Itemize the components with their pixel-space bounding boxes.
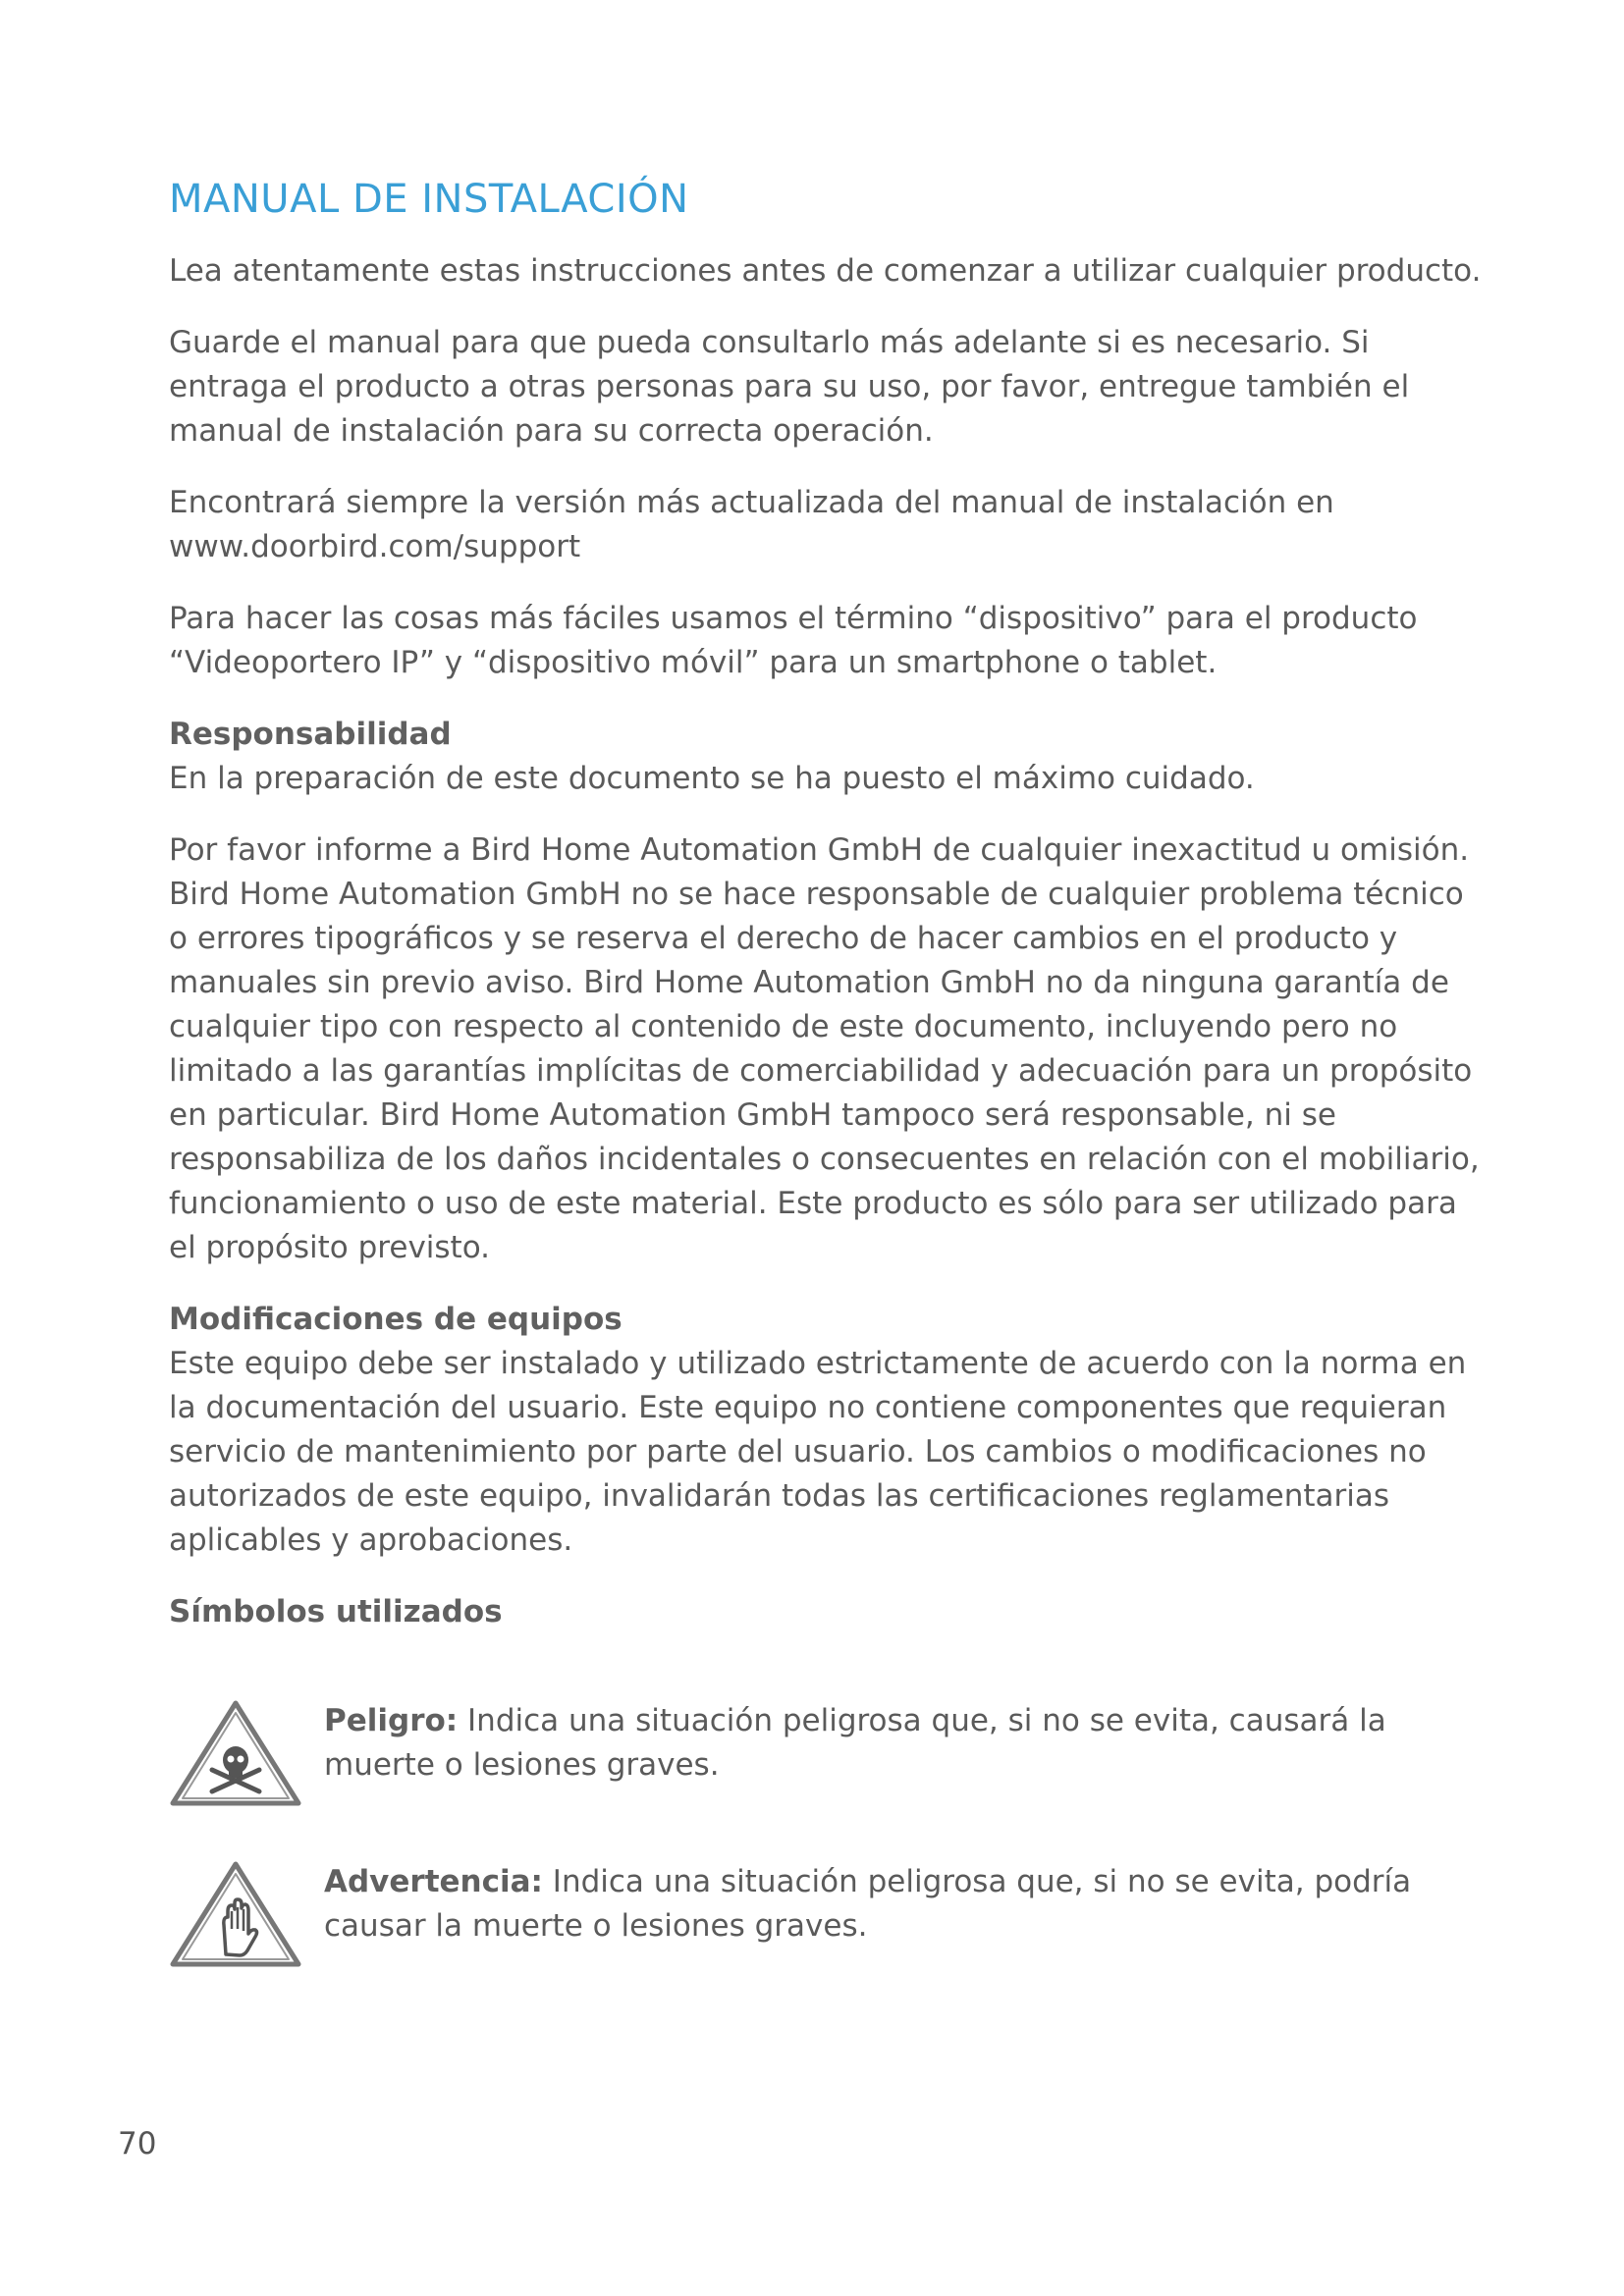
symbol-danger-text [324, 1699, 1485, 1788]
responsibility-heading: Responsabilidad [169, 717, 452, 752]
intro-paragraph: Guarde el manual para que pueda consultarlo más adelante si es necesario. Si entraga el producto a otras personas para su uso, por favor, entregue también el manual de instalación para su correcta operación. [169, 325, 1410, 449]
responsibility-paragraph: En la preparación de este documento se ha puesto el máximo cuidado. [169, 761, 1255, 796]
manual-page [169, 177, 1485, 1970]
symbol-warning-text [324, 1860, 1485, 1949]
page-title: MANUAL DE INSTALACIÓN [169, 177, 689, 222]
skull-warning-icon [169, 1699, 302, 1809]
modifications-heading: Modificaciones de equipos [169, 1302, 623, 1337]
intro-paragraph: Para hacer las cosas más fáciles usamos el término “dispositivo” para el producto “Videoportero IP” y “dispositivo móvil” para un smartphone o tablet. [169, 601, 1418, 680]
symbol-warning-description: Indica una situación peligrosa que, si no se evita, podría causar la muerte o lesiones graves. [324, 1864, 1412, 1944]
symbol-danger-label: Peligro: [324, 1703, 459, 1738]
symbols-heading: Símbolos utilizados [169, 1594, 503, 1629]
page-number: 70 [118, 2126, 157, 2162]
symbol-danger-row [169, 1699, 1485, 1809]
symbol-warning-label: Advertencia: [324, 1864, 543, 1899]
intro-paragraph: Encontrará siempre la versión más actualizada del manual de instalación en www.doorbird.com/support [169, 485, 1334, 564]
modifications-paragraph: Este equipo debe ser instalado y utilizado estrictamente de acuerdo con la norma en la documentación del usuario. Este equipo no contiene componentes que requieran servicio de mantenimiento por parte del usuario. Los cambios o modificaciones no autorizados de este equipo, invalidarán todas las certificaciones reglamentarias aplicables y aprobaciones. [169, 1346, 1467, 1558]
hand-warning-icon [169, 1860, 302, 1970]
intro-paragraph: Lea atentamente estas instrucciones antes de comenzar a utilizar cualquier producto. [169, 253, 1482, 289]
responsibility-paragraph: Por favor informe a Bird Home Automation GmbH de cualquier inexactitud u omisión. Bird Home Automation GmbH no se hace responsable de cualquier problema técnico o errores tipográficos y se reserva el derecho de hacer cambios en el producto y manuales sin previo aviso. Bird Home Automation GmbH no da ninguna garantía de cualquier tipo con respecto al contenido de este documento, incluyendo pero no limitado a las garantías implícitas de comerciabilidad y adecuación para un propósito en particular. Bird Home Automation GmbH tampoco será responsable, ni se responsabiliza de los daños incidentales o consecuentes en relación con el mobiliario, funcionamiento o uso de este material. Este producto es sólo para ser utilizado para el propósito previsto. [169, 832, 1480, 1265]
symbol-warning-row [169, 1860, 1485, 1970]
symbol-danger-description: Indica una situación peligrosa que, si no se evita, causará la muerte o lesiones graves. [324, 1703, 1386, 1783]
